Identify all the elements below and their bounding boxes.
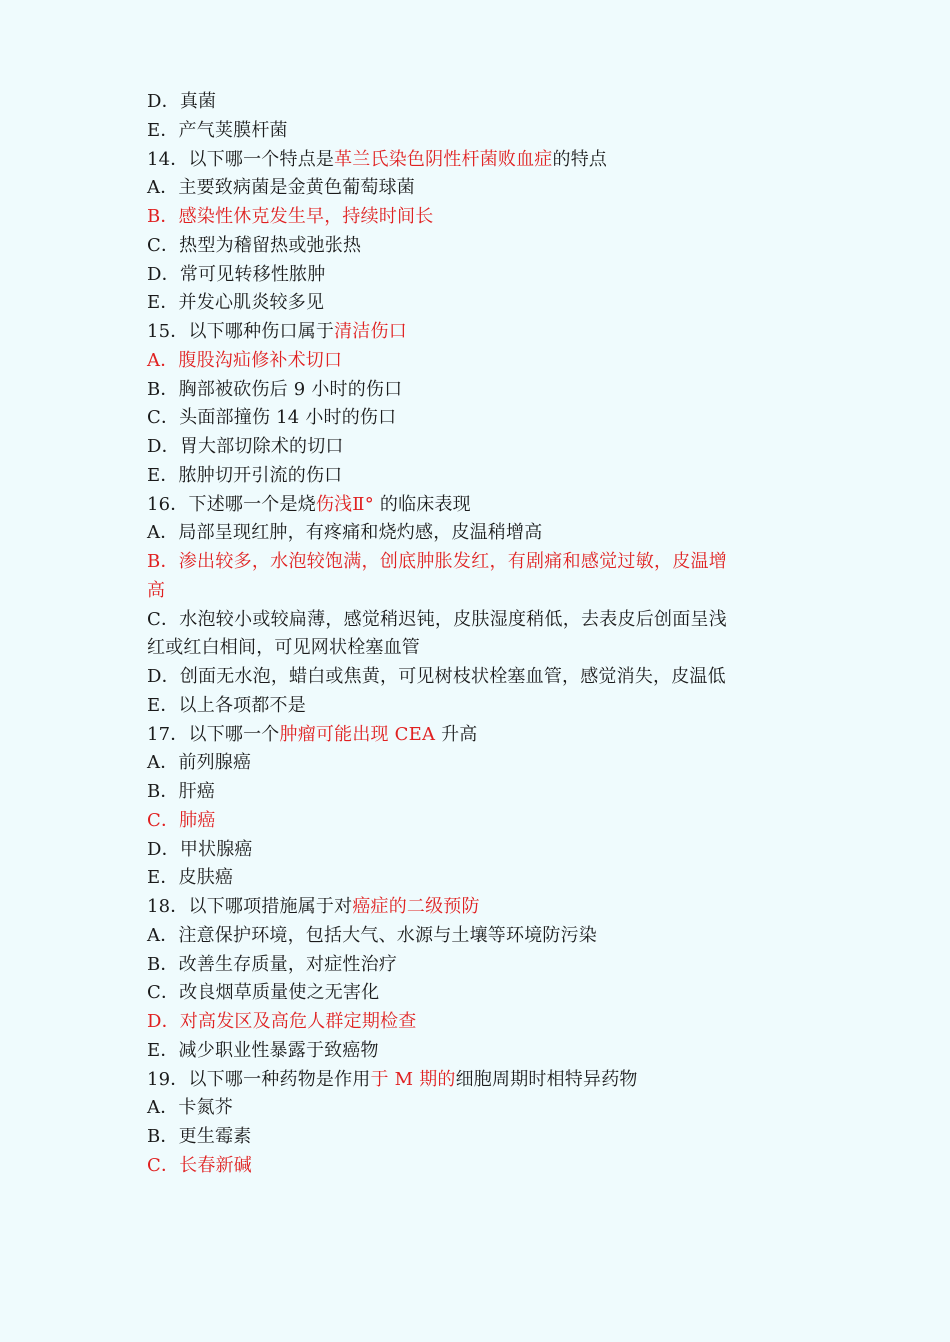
question-16: 16．下述哪一个是烧伤浅Ⅱ° 的临床表现 <box>147 493 471 515</box>
question-17: 17．以下哪一个肿瘤可能出现 CEA 升高 <box>147 723 478 745</box>
option-e: E．以上各项都不是 <box>147 694 306 716</box>
question-19: 19．以下哪一种药物是作用于 M 期的细胞周期时相特异药物 <box>147 1068 638 1090</box>
option-c: C．热型为稽留热或弛张热 <box>147 234 362 256</box>
answer-option-b: B．渗出较多，水泡较饱满，创底肿胀发红，有剧痛和感觉过敏，皮温增高 <box>147 551 727 601</box>
option-a: A．主要致病菌是金黄色葡萄球菌 <box>147 177 415 199</box>
option-e: E．脓肿切开引流的伤口 <box>147 464 343 486</box>
question-15: 15．以下哪种伤口属于清洁伤口 <box>147 321 407 342</box>
document-page <box>147 88 727 1181</box>
option-d: D．甲状腺癌 <box>147 838 253 860</box>
option-d: D．胃大部切除术的切口 <box>147 436 344 457</box>
option-c: C．水泡较小或较扁薄，感觉稍迟钝，皮肤湿度稍低，去表皮后创面呈浅红或红白相间，可见网状栓塞血管 <box>147 608 727 659</box>
text-line: D．真菌 <box>147 91 217 112</box>
option-d: D．常可见转移性脓肿 <box>147 263 326 285</box>
question-14: 14．以下哪一个特点是革兰氏染色阴性杆菌败血症的特点 <box>147 148 608 170</box>
text-line: E．产气荚膜杆菌 <box>147 119 288 141</box>
answer-option-b: B．感染性休克发生早，持续时间长 <box>147 206 434 227</box>
option-e: E．皮肤癌 <box>147 867 234 889</box>
option-a: A．注意保护环境，包括大气、水源与土壤等环境防污染 <box>147 924 597 946</box>
answer-option-d: D．对高发区及高危人群定期检查 <box>147 1011 417 1032</box>
option-a: A．局部呈现红肿，有疼痛和烧灼感，皮温稍增高 <box>147 522 543 544</box>
option-a: A．卡氮芥 <box>147 1097 233 1119</box>
option-c: C．改良烟草质量使之无害化 <box>147 982 380 1004</box>
option-d: D．创面无水泡，蜡白或焦黄，可见树枝状栓塞血管，感觉消失，皮温低 <box>147 666 726 687</box>
option-e: E．并发心肌炎较多见 <box>147 292 325 314</box>
answer-option-a: A．腹股沟疝修补术切口 <box>147 349 343 371</box>
option-b: B．肝癌 <box>147 781 216 802</box>
option-b: B．胸部被砍伤后 9 小时的伤口 <box>147 378 403 400</box>
question-18: 18．以下哪项措施属于对癌症的二级预防 <box>147 896 480 917</box>
option-b: B．改善生存质量，对症性治疗 <box>147 953 398 975</box>
answer-option-c: C．长春新碱 <box>147 1154 252 1176</box>
option-b: B．更生霉素 <box>147 1126 252 1147</box>
option-a: A．前列腺癌 <box>147 752 252 774</box>
answer-option-c: C．肺癌 <box>147 809 216 831</box>
option-c: C．头面部撞伤 14 小时的伤口 <box>147 407 397 429</box>
option-e: E．减少职业性暴露于致癌物 <box>147 1039 379 1061</box>
